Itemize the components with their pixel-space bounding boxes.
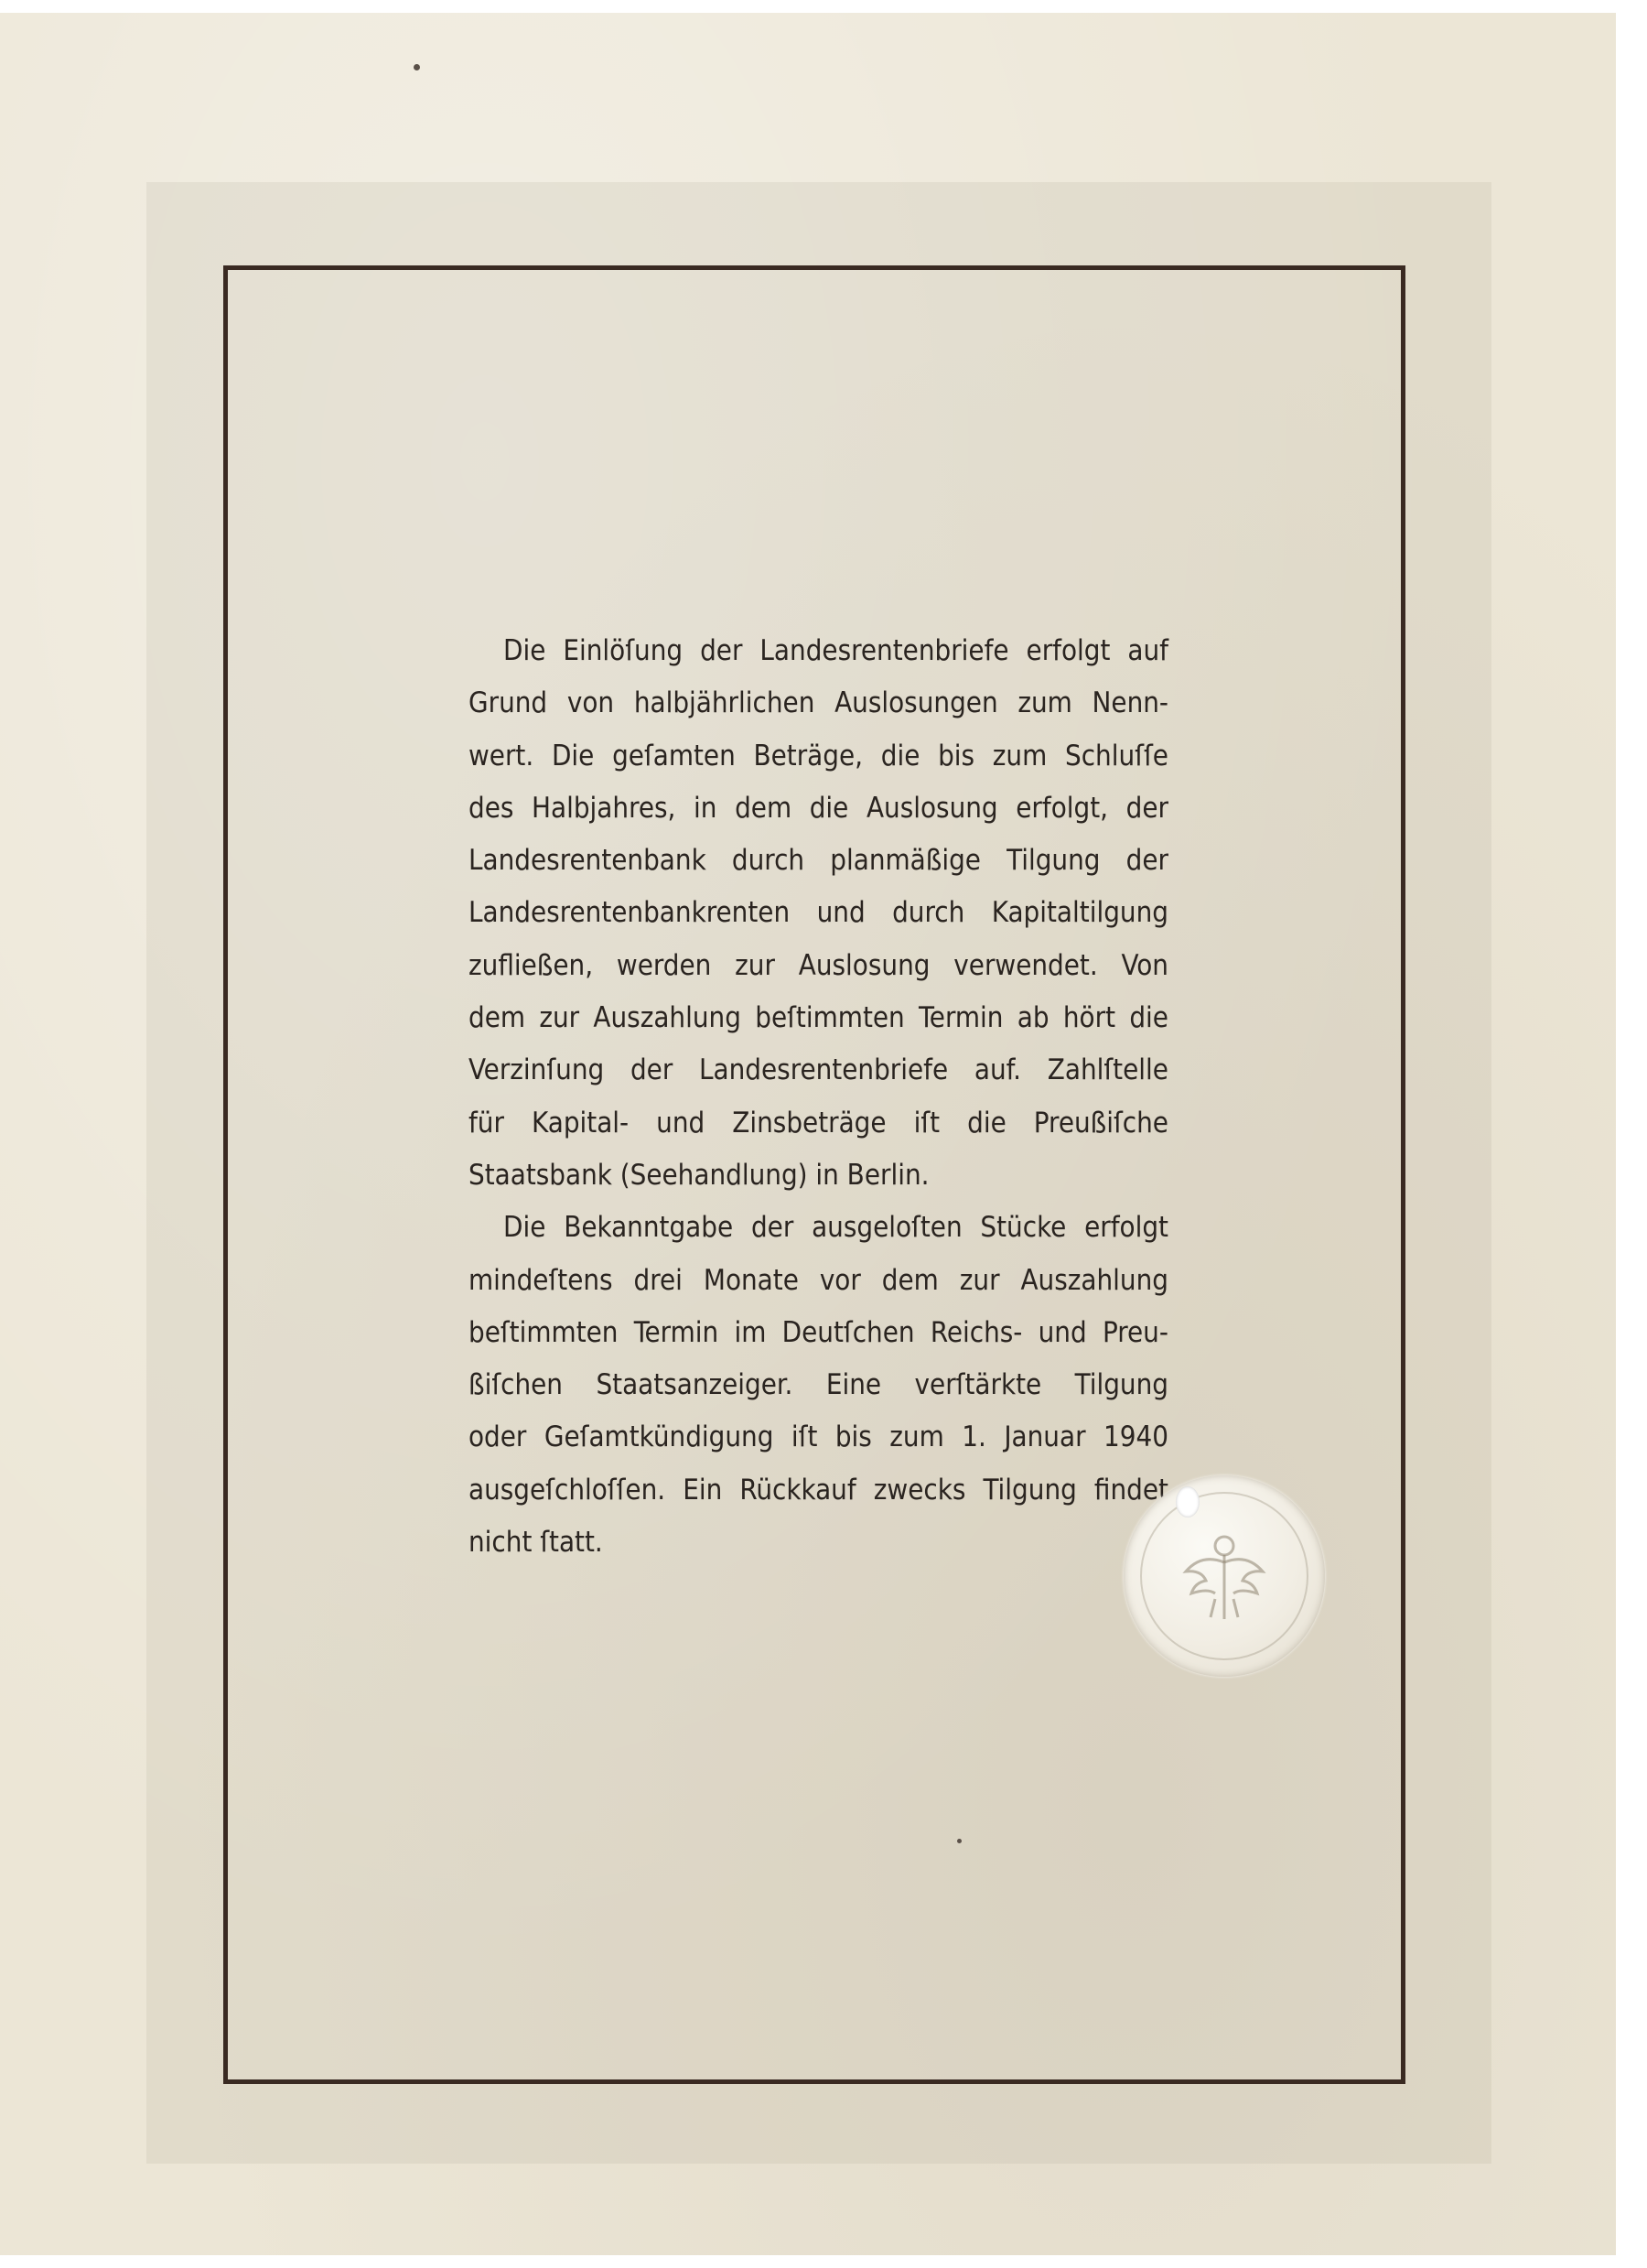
word: Geſamtkündigung xyxy=(544,1420,774,1454)
word: ausgeloſten xyxy=(812,1211,963,1245)
word: 1. xyxy=(962,1420,986,1454)
word: zur xyxy=(539,1001,580,1035)
word: Auszahlung xyxy=(1020,1263,1168,1297)
word: Zinsbeträge xyxy=(732,1106,887,1139)
word: und xyxy=(1038,1315,1087,1349)
word: Termin xyxy=(919,1001,1004,1035)
word: Von xyxy=(1121,948,1168,982)
word: Kapital- xyxy=(531,1106,630,1139)
word: Reichs- xyxy=(930,1315,1023,1349)
word: Preu- xyxy=(1102,1315,1168,1349)
word: die xyxy=(1129,1001,1168,1035)
word: erfolgt xyxy=(1084,1211,1168,1245)
word: durch xyxy=(892,896,965,930)
word: zur xyxy=(735,948,775,982)
text-line xyxy=(468,1359,1168,1411)
word: Auslosungen xyxy=(834,686,998,720)
word: Die xyxy=(503,1211,546,1245)
word: die xyxy=(880,739,920,772)
text-line xyxy=(468,1255,1168,1307)
word: Halbjahres, xyxy=(532,791,676,825)
word: beſtimmten xyxy=(755,1001,905,1035)
word: und xyxy=(656,1106,705,1139)
word: hört xyxy=(1062,1001,1116,1035)
word: Termin xyxy=(633,1315,719,1349)
word: die xyxy=(967,1106,1006,1139)
word: Landesrentenbriefe xyxy=(698,1053,949,1087)
word: dem xyxy=(881,1263,939,1297)
word: Auslosung xyxy=(866,791,998,825)
word: Die xyxy=(551,739,595,772)
word: Nenn- xyxy=(1092,686,1168,720)
word: verwendet. xyxy=(953,948,1098,982)
word: geſamten xyxy=(612,739,736,772)
word: vor xyxy=(819,1263,861,1297)
word: Stücke xyxy=(980,1211,1067,1245)
word: zwecks xyxy=(873,1473,966,1507)
word: Kapitaltilgung xyxy=(991,896,1168,930)
word: iſt xyxy=(791,1420,818,1454)
word: Tilgung xyxy=(1074,1368,1168,1402)
word: Landesrentenbankrenten xyxy=(468,896,791,930)
text-line: Staatsbank (Seehandlung) in Berlin. xyxy=(468,1158,930,1192)
word: zum xyxy=(1017,686,1072,720)
word: erfolgt xyxy=(1026,634,1111,667)
word: Zahlſtelle xyxy=(1047,1053,1168,1087)
word: halbjährlichen xyxy=(633,686,815,720)
word: iſt xyxy=(913,1106,941,1139)
word: bis xyxy=(834,1420,872,1454)
text-line xyxy=(468,1044,1168,1096)
text-line xyxy=(468,1411,1168,1463)
word: ab xyxy=(1017,1001,1050,1035)
word: drei xyxy=(633,1263,683,1297)
word: zum xyxy=(889,1420,944,1454)
word: Auslosung xyxy=(798,948,931,982)
word: dem xyxy=(735,791,792,825)
document-sheet xyxy=(0,13,1616,2255)
word: Rückkauf xyxy=(739,1473,856,1507)
embossed-seal-icon xyxy=(1124,1475,1325,1677)
word: in xyxy=(694,791,717,825)
word: Bekanntgabe xyxy=(564,1211,734,1245)
text-line xyxy=(468,1307,1168,1359)
text-line xyxy=(468,677,1168,729)
word: Verzinſung xyxy=(468,1053,605,1087)
text-line xyxy=(468,1202,1168,1254)
word: für xyxy=(468,1106,504,1139)
terms-text-block xyxy=(468,625,1168,1569)
word: Preußiſche xyxy=(1033,1106,1168,1139)
word: bis xyxy=(938,739,975,772)
word: Landesrentenbank xyxy=(468,844,706,878)
word: der xyxy=(630,1053,673,1087)
word: Landesrentenbriefe xyxy=(759,634,1009,667)
word: des xyxy=(468,791,514,825)
word: von xyxy=(566,686,615,720)
word: Ein xyxy=(683,1473,723,1507)
punch-hole xyxy=(1176,1486,1200,1517)
text-line xyxy=(468,730,1168,783)
text-line xyxy=(468,940,1168,992)
word: ßiſchen xyxy=(468,1368,563,1402)
word: der xyxy=(700,634,743,667)
word: Tilgung xyxy=(983,1473,1077,1507)
word: Die xyxy=(503,634,546,667)
word: oder xyxy=(468,1420,527,1454)
word: zum xyxy=(992,739,1048,772)
word: Monate xyxy=(703,1263,799,1297)
word: Eine xyxy=(825,1368,882,1402)
text-line xyxy=(468,835,1168,887)
word: beſtimmten xyxy=(468,1315,619,1349)
text-line: nicht ſtatt. xyxy=(468,1526,603,1560)
word: planmäßige xyxy=(830,844,981,878)
eagle-icon xyxy=(1179,1526,1270,1626)
word: Grund xyxy=(468,686,548,720)
paper-speck xyxy=(957,1839,962,1843)
text-line xyxy=(468,992,1168,1044)
word: verſtärkte xyxy=(914,1368,1042,1402)
word: Auszahlung xyxy=(593,1001,741,1035)
word: auf xyxy=(1127,634,1168,667)
word: im xyxy=(734,1315,767,1349)
word: Beträge, xyxy=(753,739,864,772)
paper-speck xyxy=(414,64,420,70)
word: werden xyxy=(616,948,712,982)
text-line xyxy=(468,1097,1168,1150)
word: mindeſtens xyxy=(468,1263,613,1297)
word: der xyxy=(750,1211,794,1245)
word: findet xyxy=(1093,1473,1168,1507)
word: und xyxy=(816,896,866,930)
word: wert. xyxy=(468,739,534,772)
word: Einlöſung xyxy=(563,634,684,667)
word: Januar xyxy=(1004,1420,1086,1454)
text-line xyxy=(468,887,1168,939)
word: der xyxy=(1125,791,1168,825)
word: der xyxy=(1125,844,1168,878)
word: auf. xyxy=(974,1053,1022,1087)
text-line xyxy=(468,625,1168,677)
word: ausgeſchloſſen. xyxy=(468,1473,666,1507)
word: zufließen, xyxy=(468,948,594,982)
word: erfolgt, xyxy=(1016,791,1109,825)
word: Tilgung xyxy=(1006,844,1101,878)
word: Schluſſe xyxy=(1065,739,1168,772)
word: zur xyxy=(959,1263,1000,1297)
word: 1940 xyxy=(1103,1420,1168,1454)
word: durch xyxy=(731,844,805,878)
word: Staatsanzeiger. xyxy=(596,1368,793,1402)
word: die xyxy=(809,791,849,825)
word: Deutſchen xyxy=(781,1315,915,1349)
word: dem xyxy=(468,1001,526,1035)
text-line xyxy=(468,783,1168,835)
text-line xyxy=(468,1464,1168,1517)
